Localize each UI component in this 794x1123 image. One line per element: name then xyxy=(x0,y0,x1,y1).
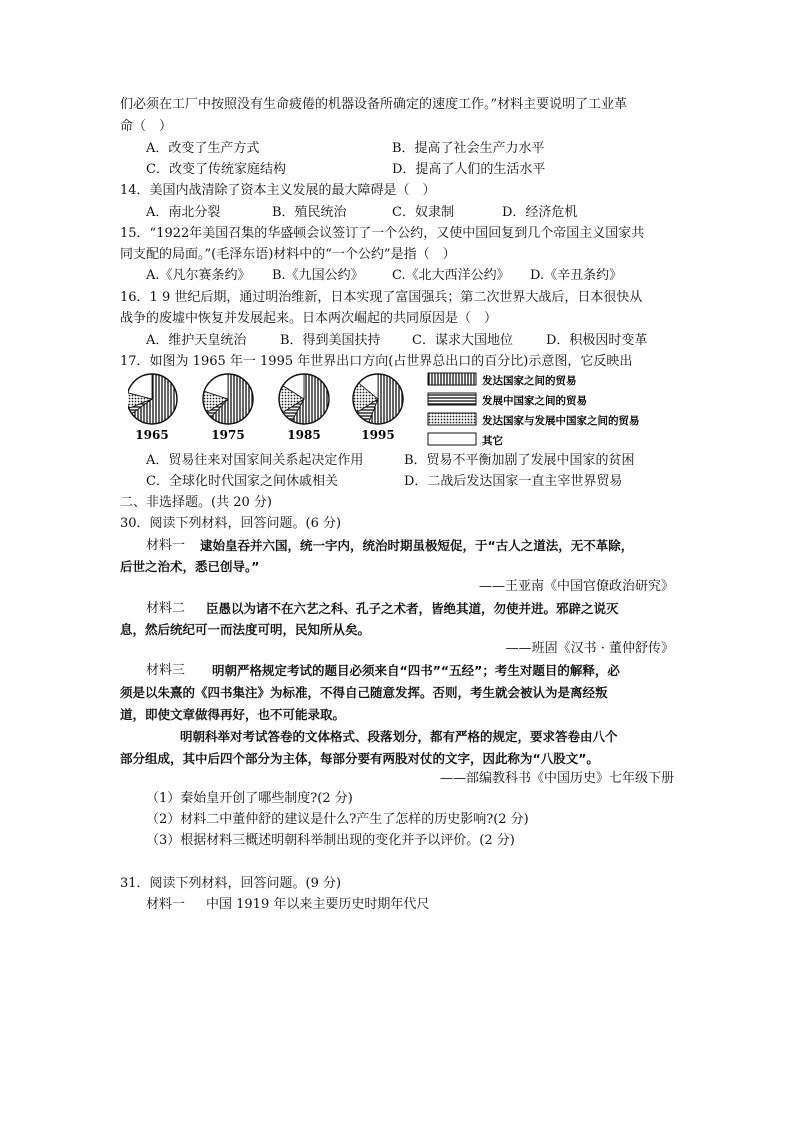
q13-line1: 们必须在工厂中按照没有生命疲倦的机器设备所确定的速度工作。”材料主要说明了工业革 xyxy=(120,97,628,112)
q30-subquestion-2: （2）材料二中董仲舒的建议是什么?产生了怎样的历史影响?(2 分) xyxy=(146,812,529,827)
legend-label-0: 发达国家之间的贸易 xyxy=(482,375,577,387)
q17-option-a: A．贸易往来对国家间关系起决定作用 xyxy=(146,453,364,468)
q30-material-3-label: 材料三 xyxy=(146,663,186,678)
q14-option-c: C．奴隶制 xyxy=(392,205,454,220)
q30-material-2-source: ——班固《汉书 · 董仲舒传》 xyxy=(505,641,674,656)
pie-year-label-1965: 1965 xyxy=(135,428,169,442)
legend-label-1: 发展中国家之间的贸易 xyxy=(482,395,587,407)
legend-label-2: 发达国家与发展中国家之间的贸易 xyxy=(482,415,640,427)
q30-subquestion-3: （3）根据材料三概述明朝科举制出现的变化并予以评价。(2 分) xyxy=(146,833,515,848)
q16-line1: 16．1 9 世纪后期，通过明治维新，日本实现了富国强兵；第二次世界大战后，日本很快从 xyxy=(120,290,643,305)
q30-material-1-source: ——王亚南《中国官僚政治研究》 xyxy=(478,579,674,594)
legend-swatch-2 xyxy=(428,413,476,425)
q31-material-1-text: 中国 1919 年以来主要历史时期年代尺 xyxy=(206,897,430,912)
q16-line2: 战争的废墟中恢复并发展起来。日本两次崛起的共同原因是（ ） xyxy=(120,311,498,326)
q14-option-d: D．经济危机 xyxy=(502,205,578,220)
q13-option-d: D．提高了人们的生活水平 xyxy=(392,162,546,177)
q30-material-3-line2: 须是以朱熹的《四书集注》为标准，不得自己随意发挥。否则，考生就会被认为是离经叛 xyxy=(120,685,608,700)
q15-option-a: A.《凡尔赛条约》 xyxy=(146,268,251,283)
q30-material-2-line2: 息，然后统纪可一而法度可明，民知所从矣。 xyxy=(120,622,371,637)
q17-stem: 17．如图为 1965 年一 1995 年世界出口方向(占世界总出口的百分比)示意图，它反映出 xyxy=(120,354,633,369)
q30-material-1-line1: 逮始皇吞并六国，统一宇内，统治时期虽极短促，于“古人之道法，无不革除， xyxy=(200,538,634,553)
q15-line2: 同支配的局面。”(毛泽东语)材料中的“一个公约”是指（ ） xyxy=(120,247,456,262)
q15-option-b: B.《九国公约》 xyxy=(272,268,364,283)
q17-option-b: B．贸易不平衡加剧了发展中国家的贫困 xyxy=(404,453,635,468)
q30-material-2-label: 材料二 xyxy=(146,601,186,616)
q16-option-a: A．维护天皇统治 xyxy=(146,333,247,348)
q14-stem: 14．美国内战清除了资本主义发展的最大障碍是（ ） xyxy=(120,183,436,198)
legend-swatch-3 xyxy=(428,433,476,445)
q30-subquestion-1: （1）秦始皇开创了哪些制度?(2 分) xyxy=(146,791,353,806)
q31-material-1-label: 材料一 xyxy=(146,897,186,912)
q30-material-3-line1: 明朝严格规定考试的题目必须来自“四书”“五经”；考生对题目的解释，必 xyxy=(212,663,620,678)
q30-material-3-line3: 道，即使文章做得再好，也不可能录取。 xyxy=(120,707,346,722)
section-heading: 二、非选择题。(共 20 分) xyxy=(120,495,272,510)
q30-material-3-source: ——部编教科书《中国历史》七年级下册 xyxy=(439,771,674,786)
q31-stem: 31．阅读下列材料，回答问题。(9 分) xyxy=(120,876,342,891)
q30-material-2-line1: 臣愚以为诸不在六艺之科、孔子之术者，皆绝其道，勿使并进。邪辟之说灭 xyxy=(206,601,619,616)
q13-line2: 命（ ） xyxy=(120,119,173,134)
pie-year-label-1975: 1975 xyxy=(211,428,245,442)
q13-option-c: C．改变了传统家庭结构 xyxy=(146,162,286,177)
q17-option-d: D．二战后发达国家一直主宰世界贸易 xyxy=(404,474,623,489)
q16-option-c: C．谋求大国地位 xyxy=(412,333,513,348)
pie-year-label-1985: 1985 xyxy=(287,428,321,442)
q15-line1: 15．“1922年美国召集的华盛顿会议签订了一个公约，又使中国回复到几个帝国主义国家共 xyxy=(120,226,645,241)
q15-option-d: D.《辛丑条约》 xyxy=(530,268,623,283)
q14-option-a: A．南北分裂 xyxy=(146,205,221,220)
q15-option-c: C.《北大西洋公约》 xyxy=(392,268,510,283)
q16-option-b: B．得到美国扶持 xyxy=(280,333,381,348)
q16-option-d: D．积极因时变革 xyxy=(546,333,648,348)
legend-swatch-1 xyxy=(428,393,476,405)
pie-year-label-1995: 1995 xyxy=(361,428,395,442)
export-direction-pie-chart xyxy=(128,367,688,447)
q13-option-b: B．提高了社会生产力水平 xyxy=(392,141,545,156)
q13-option-a: A．改变了生产方式 xyxy=(146,141,260,156)
q17-option-c: C．全球化时代国家之间休戚相关 xyxy=(146,474,338,489)
q30-material-3-line5: 部分组成，其中后四个部分为主体，每部分要有两股对仗的文字，因此称为“八股文”。 xyxy=(120,751,599,766)
q30-stem: 30．阅读下列材料，回答问题。(6 分) xyxy=(120,516,342,531)
q30-material-1-label: 材料一 xyxy=(146,538,186,553)
legend-swatch-0 xyxy=(428,373,476,385)
q14-option-b: B．殖民统治 xyxy=(272,205,347,220)
q30-material-1-line2: 后世之治术，悉已创导。” xyxy=(120,559,260,574)
legend-label-3: 其它 xyxy=(482,435,503,447)
q30-material-3-line4: 明朝科举对考试答卷的文体格式、段落划分，都有严格的规定，要求答卷由八个 xyxy=(180,729,618,744)
